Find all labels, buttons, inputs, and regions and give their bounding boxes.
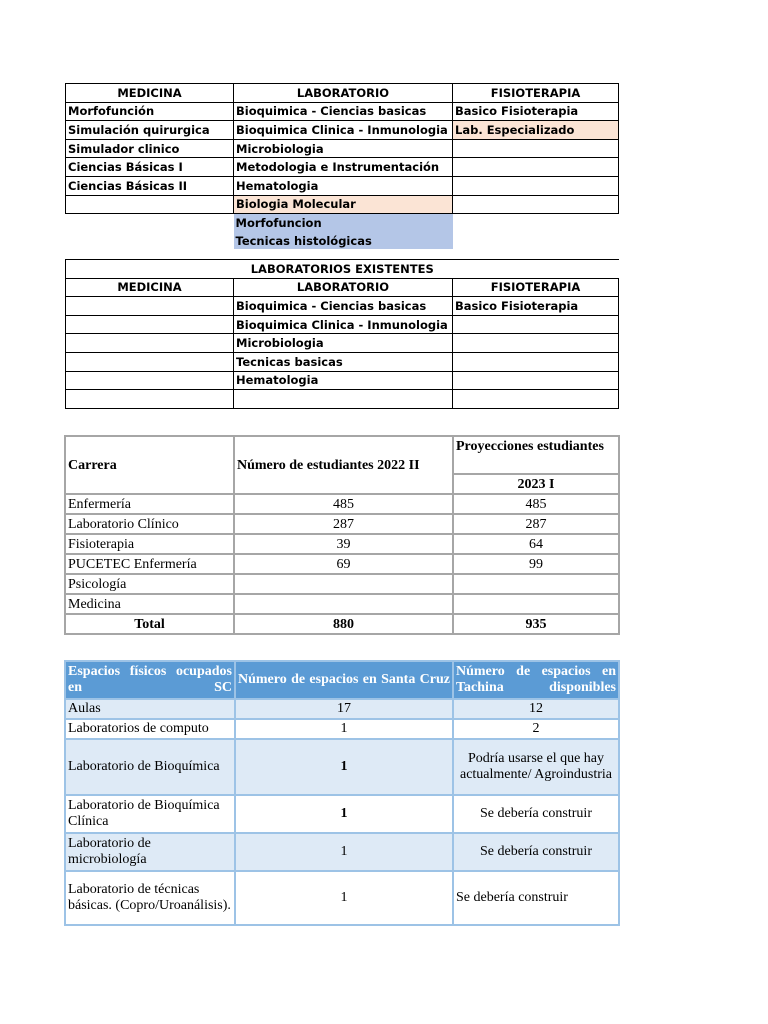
- cell: Microbiologia: [234, 334, 453, 353]
- cell: [66, 390, 234, 409]
- cell: [453, 139, 619, 158]
- cell-2023: [453, 574, 619, 594]
- cell: [66, 232, 234, 250]
- cell: Morfofunción: [66, 102, 234, 121]
- cell-2022: 69: [234, 554, 453, 574]
- header-espacios: Espacios físicos ocupados en SC: [65, 661, 235, 699]
- cell-highlight: Biologia Molecular: [234, 195, 453, 214]
- table-row: [65, 739, 619, 795]
- header-fisioterapia: FISIOTERAPIA: [453, 278, 619, 297]
- total-label: Total: [65, 614, 234, 634]
- spaces-table: [64, 660, 620, 926]
- table-row: [65, 833, 619, 871]
- cell-tachina: 2: [453, 719, 619, 739]
- header-carrera: Carrera: [65, 436, 234, 494]
- cell: Ciencias Básicas II: [66, 176, 234, 195]
- cell: [453, 214, 619, 232]
- header-students-2022: Número de estudiantes 2022 II: [234, 436, 453, 494]
- table-row: [66, 195, 619, 214]
- cell-carrera: Enfermería: [65, 494, 234, 514]
- table-row: [66, 315, 619, 334]
- total-2022: 880: [234, 614, 453, 634]
- cell-carrera: Psicología: [65, 574, 234, 594]
- cell-highlight: Morfofuncion: [234, 214, 453, 232]
- cell: Bioquimica Clinica - Inmunologia: [234, 121, 453, 140]
- cell-highlight: Tecnicas histológicas: [234, 232, 453, 250]
- cell-santa-cruz: 1: [235, 833, 453, 871]
- table-row: [66, 232, 619, 250]
- cell-2023: 287: [453, 514, 619, 534]
- cell: Basico Fisioterapia: [453, 297, 619, 316]
- cell-2022: [234, 574, 453, 594]
- cell-tachina: Se debería construir: [453, 871, 619, 925]
- table-row: [65, 719, 619, 739]
- cell-tachina: Podría usarse el que hay actualmente/ Agroindustria: [453, 739, 619, 795]
- cell-tachina: Se debería construir: [453, 795, 619, 833]
- header-santa-cruz: Número de espacios en Santa Cruz: [235, 661, 453, 699]
- cell-2023: 99: [453, 554, 619, 574]
- table-row: [65, 514, 619, 534]
- header-fisioterapia: FISIOTERAPIA: [453, 84, 619, 103]
- cell: [234, 390, 453, 409]
- cell: Bioquimica Clinica - Inmunologia: [234, 315, 453, 334]
- table-row: [66, 139, 619, 158]
- table-row: [66, 158, 619, 177]
- table-row: [66, 176, 619, 195]
- table-header-row: [65, 436, 619, 474]
- table-row: [66, 214, 619, 232]
- table-header-row: [66, 84, 619, 103]
- cell-2022: 287: [234, 514, 453, 534]
- header-laboratorio: LABORATORIO: [234, 84, 453, 103]
- table-title-row: [66, 260, 619, 279]
- cell-santa-cruz: 1: [235, 795, 453, 833]
- header-tachina: Número de espacios en Tachina disponibles: [453, 661, 619, 699]
- cell: Hematologia: [234, 371, 453, 390]
- cell-carrera: Medicina: [65, 594, 234, 614]
- cell: [453, 232, 619, 250]
- header-2023: 2023 I: [453, 474, 619, 494]
- cell-santa-cruz: 1: [235, 719, 453, 739]
- cell-espacio: Laboratorio de microbiología: [65, 833, 235, 871]
- cell-tachina: 12: [453, 699, 619, 719]
- table-row: [65, 795, 619, 833]
- cell: Hematologia: [234, 176, 453, 195]
- header-medicina: MEDICINA: [66, 84, 234, 103]
- cell: [66, 334, 234, 353]
- cell-highlight: Lab. Especializado: [453, 121, 619, 140]
- table-row: [66, 297, 619, 316]
- table-row: [66, 352, 619, 371]
- cell: [66, 315, 234, 334]
- cell: Tecnicas basicas: [234, 352, 453, 371]
- cell-carrera: Fisioterapia: [65, 534, 234, 554]
- cell: Basico Fisioterapia: [453, 102, 619, 121]
- cell: [66, 214, 234, 232]
- students-table: [64, 435, 620, 635]
- cell-2023: 64: [453, 534, 619, 554]
- table-title: LABORATORIOS EXISTENTES: [66, 260, 619, 279]
- cell: [453, 390, 619, 409]
- cell-2022: 485: [234, 494, 453, 514]
- cell-2022: [234, 594, 453, 614]
- cell: [453, 315, 619, 334]
- cell-carrera: PUCETEC Enfermería: [65, 554, 234, 574]
- cell: Bioquimica - Ciencias basicas: [234, 297, 453, 316]
- table-row: [66, 390, 619, 409]
- existing-labs-table: [65, 259, 619, 409]
- cell: [66, 297, 234, 316]
- table-row: [65, 554, 619, 574]
- cell: Metodologia e Instrumentación: [234, 158, 453, 177]
- cell: [66, 371, 234, 390]
- table-row: [66, 121, 619, 140]
- cell: Microbiologia: [234, 139, 453, 158]
- cell-santa-cruz: 17: [235, 699, 453, 719]
- table-row: [65, 699, 619, 719]
- table-row: [65, 534, 619, 554]
- cell-2023: 485: [453, 494, 619, 514]
- table-total-row: [65, 614, 619, 634]
- cell: Ciencias Básicas I: [66, 158, 234, 177]
- cell-espacio: Laboratorio de Bioquímica Clínica: [65, 795, 235, 833]
- cell: Simulación quirurgica: [66, 121, 234, 140]
- cell-2022: 39: [234, 534, 453, 554]
- cell-tachina: Se debería construir: [453, 833, 619, 871]
- table-header-row: [66, 278, 619, 297]
- total-2023: 935: [453, 614, 619, 634]
- table-header-row: [65, 661, 619, 699]
- cell-santa-cruz: 1: [235, 871, 453, 925]
- cell-espacio: Laboratorio de Bioquímica: [65, 739, 235, 795]
- header-projections: Proyecciones estudiantes: [453, 436, 619, 474]
- header-laboratorio: LABORATORIO: [234, 278, 453, 297]
- cell: [453, 195, 619, 214]
- cell: [453, 371, 619, 390]
- cell-espacio: Laboratorios de computo: [65, 719, 235, 739]
- table-row: [66, 102, 619, 121]
- cell-carrera: Laboratorio Clínico: [65, 514, 234, 534]
- table-row: [65, 871, 619, 925]
- labs-table: [65, 83, 619, 249]
- cell-espacio: Laboratorio de técnicas básicas. (Copro/Uroanálisis).: [65, 871, 235, 925]
- cell: Simulador clinico: [66, 139, 234, 158]
- cell: [66, 195, 234, 214]
- table-row: [65, 594, 619, 614]
- table-row: [66, 371, 619, 390]
- cell: Bioquimica - Ciencias basicas: [234, 102, 453, 121]
- cell-espacio: Aulas: [65, 699, 235, 719]
- table-row: [66, 334, 619, 353]
- table-row: [65, 574, 619, 594]
- cell-2023: [453, 594, 619, 614]
- cell: [453, 176, 619, 195]
- header-medicina: MEDICINA: [66, 278, 234, 297]
- cell: [66, 352, 234, 371]
- table-row: [65, 494, 619, 514]
- cell: [453, 158, 619, 177]
- cell: [453, 352, 619, 371]
- cell-santa-cruz: 1: [235, 739, 453, 795]
- cell: [453, 334, 619, 353]
